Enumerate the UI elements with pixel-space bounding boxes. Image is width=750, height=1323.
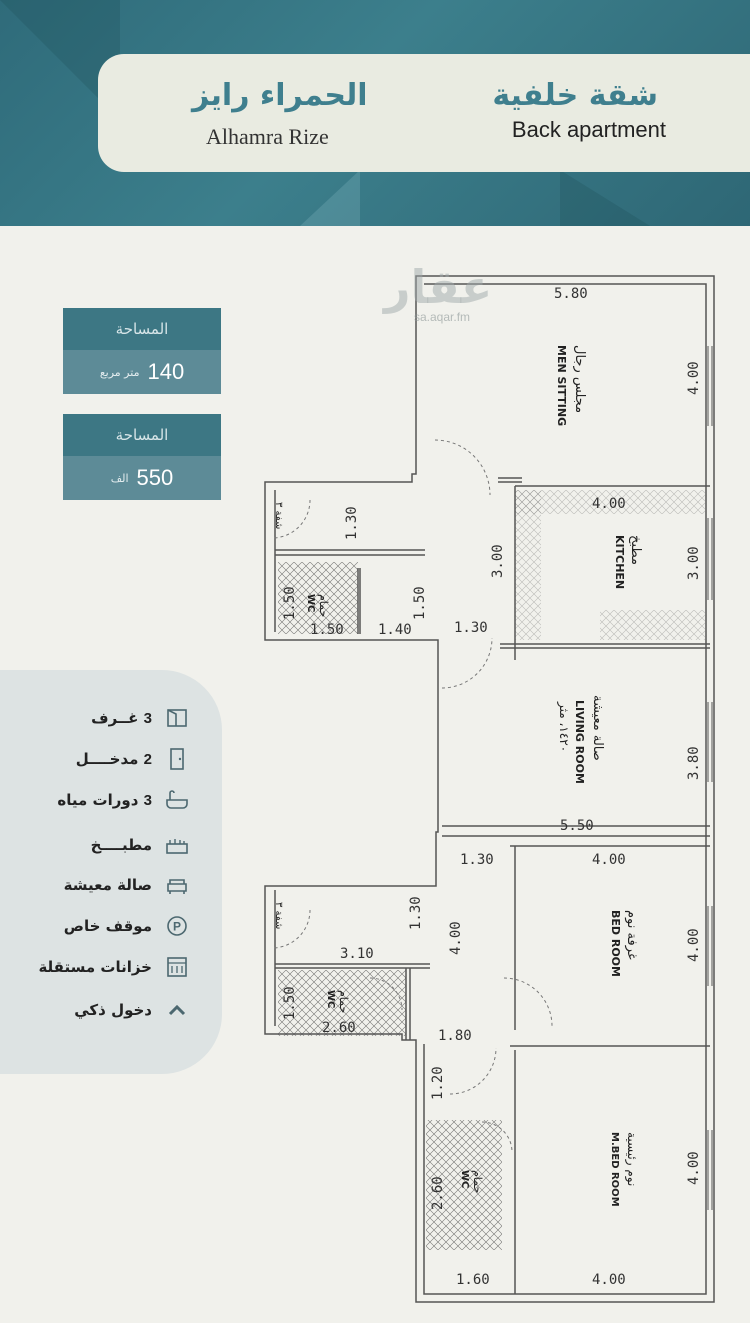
dimension-label: 4.00 <box>686 361 702 395</box>
watermark-logo: عقار <box>384 260 493 314</box>
feature-label: مطبــــخ <box>90 836 152 854</box>
area-value: 140 <box>147 359 185 384</box>
shaft-label: شفة ٣ <box>273 502 284 530</box>
dimension-label: 1.20 <box>430 1066 446 1100</box>
area-label: المساحة <box>115 320 169 338</box>
dimension-label: 4.00 <box>592 496 626 512</box>
feature-bathrooms <box>30 785 190 815</box>
svg-text:P: P <box>172 919 182 934</box>
door-icon <box>164 746 190 772</box>
features-panel <box>0 670 222 1074</box>
dimension-label: 3.80 <box>686 746 702 780</box>
room-label-living-ar: صالة معيشة <box>590 695 605 761</box>
room-label-wc-ar: حمام <box>317 594 330 618</box>
tank-icon <box>164 954 190 980</box>
dimension-label: 5.80 <box>554 286 588 302</box>
dimension-label: 1.40 <box>378 622 412 638</box>
dimension-label: 3.10 <box>340 946 374 962</box>
chevron-up-icon <box>164 997 190 1023</box>
room-label-master-en: M.BED ROOM <box>609 1132 620 1207</box>
watermark-url: sa.aqar.fm <box>414 310 471 324</box>
dimension-label: 1.30 <box>344 506 360 540</box>
room-label-master-ar: نوم رئيسية <box>625 1132 639 1187</box>
dimension-label: 4.00 <box>686 928 702 962</box>
dimension-label: 4.00 <box>592 852 626 868</box>
price-box <box>63 414 221 500</box>
area-unit: متر مربع <box>99 365 140 379</box>
feature-kitchen <box>30 830 190 860</box>
feature-entrances <box>30 744 190 774</box>
dimension-label: 2.60 <box>322 1020 356 1036</box>
room-label-kitchen-ar: مطبخ <box>628 535 643 565</box>
feature-parking <box>30 911 190 941</box>
rooms-icon <box>164 705 190 731</box>
room-label-wc-ar: حمام <box>471 1170 484 1194</box>
room-label-kitchen-en: KITCHEN <box>613 535 626 590</box>
feature-living <box>30 870 190 900</box>
feature-label: موقف خاص <box>63 917 152 935</box>
title-card <box>98 54 750 172</box>
dimension-label: 2.60 <box>430 1176 446 1210</box>
room-label-men-sitting-en: MEN SITTING <box>555 345 568 427</box>
dimension-label: 1.30 <box>408 896 424 930</box>
feature-label: غــرف <box>91 709 139 727</box>
room-label-living-en: LIVING ROOM <box>573 700 586 784</box>
dimension-label: 5.50 <box>560 818 594 834</box>
apartment-type-ar: شقة خلفية <box>492 78 658 113</box>
dimension-label: 1.80 <box>438 1028 472 1044</box>
feature-label: مدخــــل <box>75 750 139 768</box>
header-pattern <box>560 170 650 226</box>
feature-smart-entry <box>30 995 190 1025</box>
feature-count: 3 <box>143 710 152 727</box>
price-label: المساحة <box>115 426 169 444</box>
sofa-icon <box>164 872 190 898</box>
shaft-label: شفة ٣ <box>273 902 284 930</box>
dimension-label: 4.00 <box>448 921 464 955</box>
dimension-label: 4.00 <box>686 1151 702 1185</box>
floor-plan <box>230 250 730 1310</box>
dimension-label: 1.50 <box>282 986 298 1020</box>
price-unit: الف <box>110 471 129 485</box>
apartment-type-en: Back apartment <box>511 117 666 142</box>
room-label-bed-en: BED ROOM <box>609 910 622 977</box>
dimension-label: 3.00 <box>490 544 506 578</box>
dimension-label: 1.60 <box>456 1272 490 1288</box>
room-label-bed-ar: غرفة نوم <box>624 910 639 960</box>
room-label-wc-en: WC <box>325 990 336 1009</box>
dimension-label: 1.50 <box>412 586 428 620</box>
parking-icon <box>164 913 190 939</box>
bathtub-icon <box>164 787 190 813</box>
dimension-label: 1.30 <box>454 620 488 636</box>
project-name-en: Alhamra Rize <box>206 124 329 149</box>
header-pattern <box>300 170 360 226</box>
feature-tanks <box>30 952 190 982</box>
feature-rooms <box>30 703 190 733</box>
feature-label: دورات مياه <box>57 791 139 809</box>
price-value: 550 <box>136 465 174 490</box>
room-label-men-sitting-ar: مجلس رجال <box>572 345 587 414</box>
room-label-wc-en: WC <box>305 594 316 613</box>
area-box <box>63 308 221 394</box>
kitchen-counter <box>600 610 705 640</box>
dimension-label: 1.50 <box>282 586 298 620</box>
room-label-wc-ar: حمام <box>337 990 350 1014</box>
kitchen-icon <box>164 832 190 858</box>
project-name-ar: الحمراء رايز <box>192 78 368 113</box>
feature-label: صالة معيشة <box>63 876 152 894</box>
feature-count: 2 <box>143 751 152 768</box>
feature-label: دخول ذكي <box>74 1001 152 1019</box>
room-label-wc-en: WC <box>459 1170 470 1189</box>
dimension-label: 1.50 <box>310 622 344 638</box>
feature-count: 3 <box>143 792 152 809</box>
dimension-label: 3.00 <box>686 546 702 580</box>
room-label-living-note: ١٤٢٠، مثر <box>557 702 571 753</box>
dimension-label: 4.00 <box>592 1272 626 1288</box>
feature-label: خزانات مستقلة <box>38 958 152 976</box>
dimension-label: 1.30 <box>460 852 494 868</box>
